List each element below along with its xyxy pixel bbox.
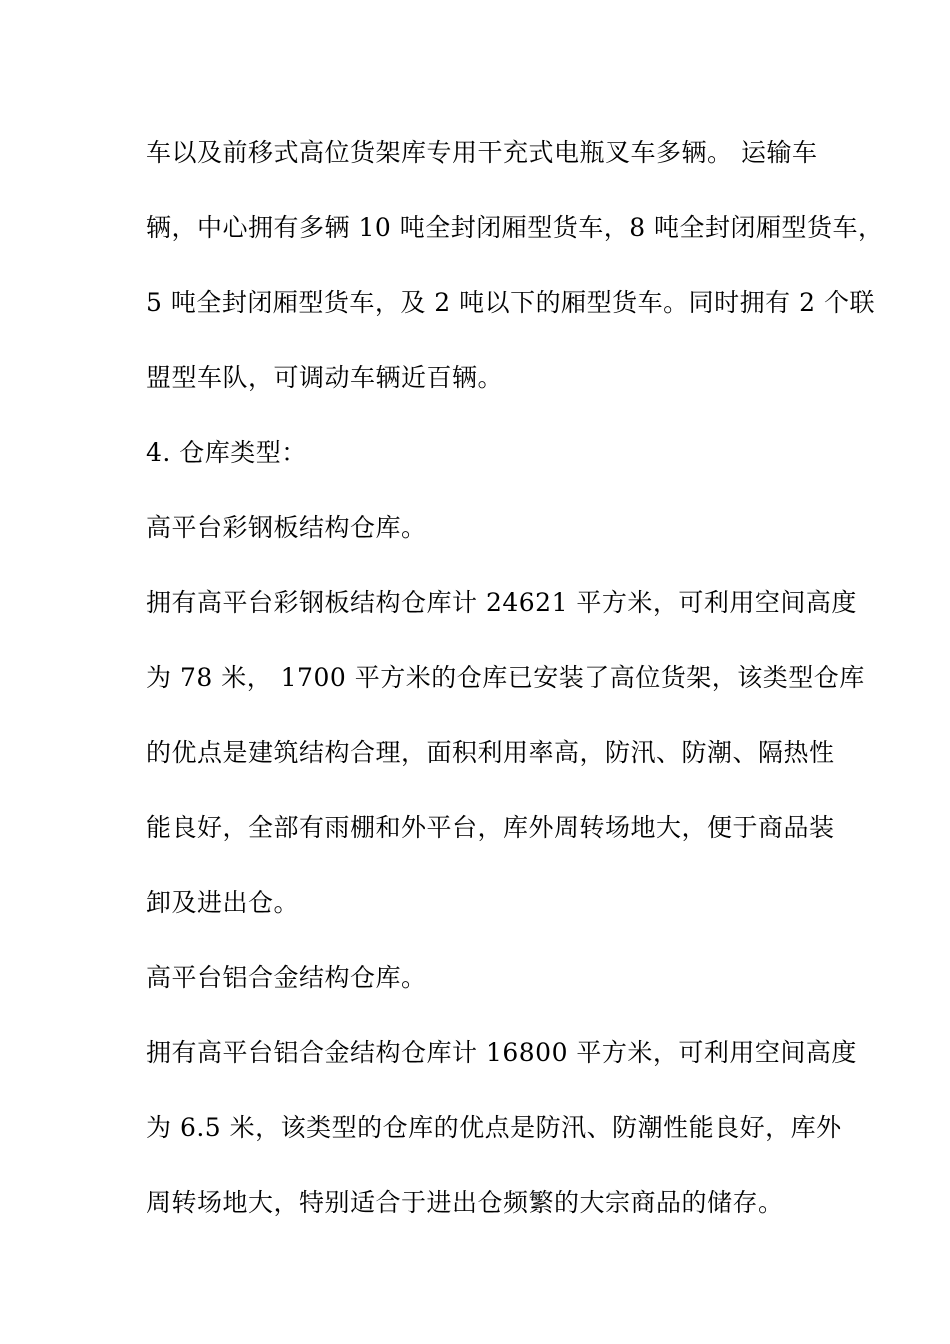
text-line-14: 为 6.5 米，该类型的仓库的优点是防汛、防潮性能良好，库外 (146, 1113, 842, 1142)
subheading-steel-warehouse: 高平台彩钢板结构仓库。 (146, 513, 427, 542)
text-line-9: 的优点是建筑结构合理，面积利用率高，防汛、防潮、隔热性 (146, 738, 835, 767)
text-line-10: 能良好，全部有雨棚和外平台，库外周转场地大，便于商品装 (146, 813, 835, 842)
text-line-2: 辆，中心拥有多辆 10 吨全封闭厢型货车，8 吨全封闭厢型货车， (146, 213, 884, 242)
text-line-8: 为 78 米， 1700 平方米的仓库已安装了高位货架，该类型仓库 (146, 663, 865, 692)
text-line-15: 周转场地大，特别适合于进出仓频繁的大宗商品的储存。 (146, 1188, 784, 1217)
text-line-11: 卸及进出仓。 (146, 888, 300, 917)
text-line-3: 5 吨全封闭厢型货车，及 2 吨以下的厢型货车。同时拥有 2 个联 (146, 288, 875, 317)
text-line-13: 拥有高平台铝合金结构仓库计 16800 平方米，可利用空间高度 (146, 1038, 857, 1067)
text-line-1: 车以及前移式高位货架库专用干充式电瓶叉车多辆。 运输车 (146, 138, 818, 167)
section-heading: 4. 仓库类型： (146, 438, 307, 467)
text-line-7: 拥有高平台彩钢板结构仓库计 24621 平方米，可利用空间高度 (146, 588, 857, 617)
subheading-aluminum-warehouse: 高平台铝合金结构仓库。 (146, 963, 427, 992)
text-line-4: 盟型车队，可调动车辆近百辆。 (146, 363, 504, 392)
